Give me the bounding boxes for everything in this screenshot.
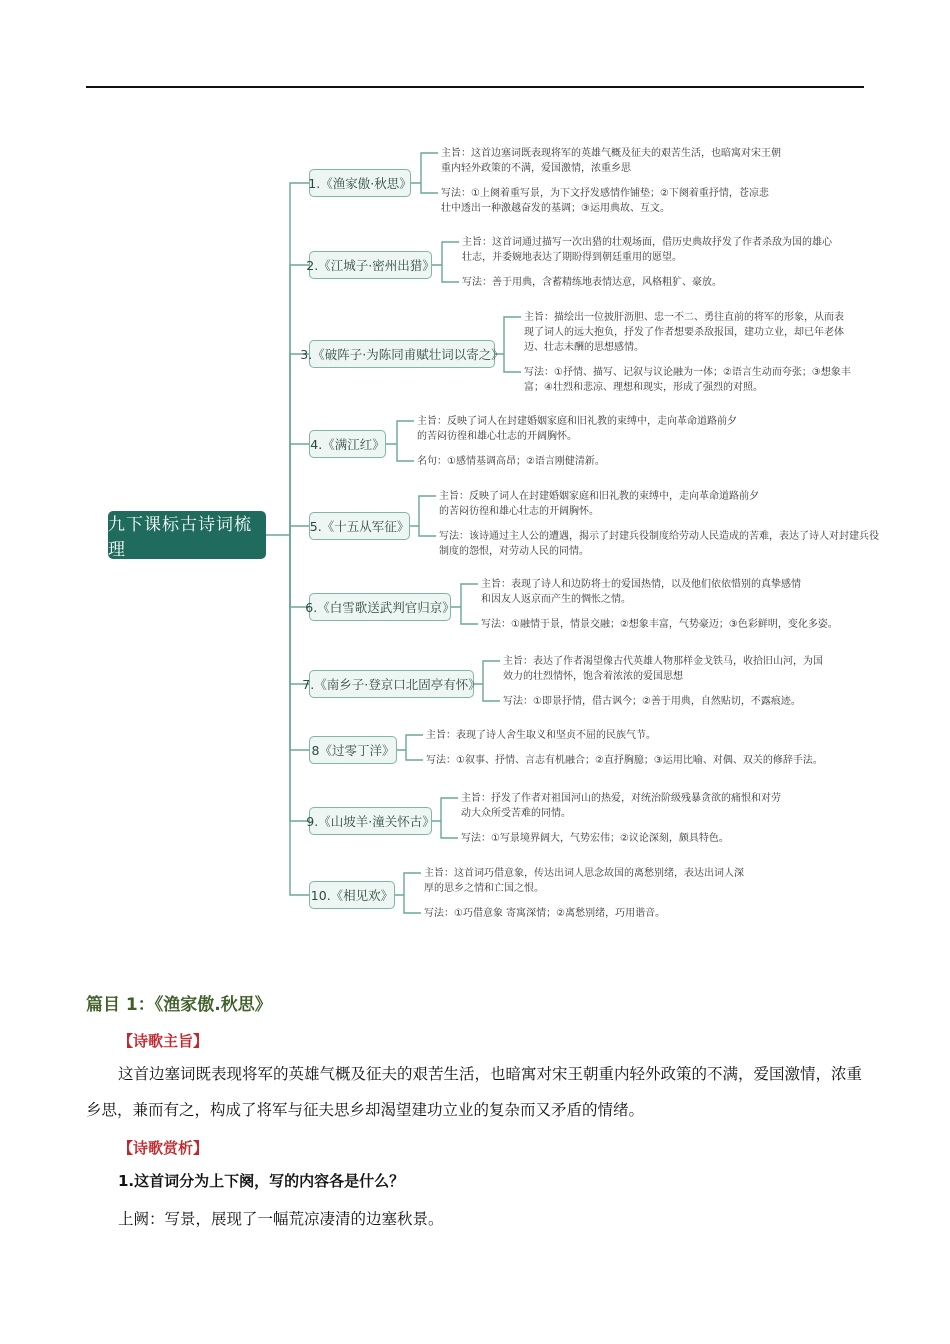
leaf-line: 效力的壮烈情怀，饱含着浓浓的爱国思想 [503, 671, 683, 682]
mindmap-leaf [481, 577, 838, 632]
mindmap-node: 6.《白雪歌送武判官归京》 [309, 593, 451, 621]
leaf-line: 主旨：这首边塞词既表现将军的英雄气概及征夫的艰苦生活，也暗寓对宋王朝 [441, 148, 781, 159]
leaf-line: 写法：善于用典，含蓄精练地表情达意，风格粗犷、豪放。 [462, 277, 722, 288]
leaf-bracket [432, 242, 459, 282]
mindmap-leaf [439, 489, 879, 559]
leaf-line: 主旨：抒发了作者对祖国河山的热爱，对统治阶级残暴贪欲的痛恨和对劳 [461, 793, 781, 804]
mindmap-leaf [503, 654, 823, 709]
mindmap-node: 1.《渔家傲·秋思》 [309, 169, 411, 197]
leaf-bracket [411, 153, 438, 193]
leaf-bracket [386, 421, 414, 461]
mindmap-node: 2.《江城子·密州出猎》 [309, 251, 432, 279]
leaf-line: 主旨：表现了诗人和边防将士的爱国热情，以及他们依依惜别的真挚感情 [481, 579, 801, 590]
leaf-line: 和因友人返京而产生的惆怅之情。 [481, 594, 631, 605]
leaf-line: 写法：该诗通过主人公的遭遇，揭示了封建兵役制度给劳动人民造成的苦难，表达了诗人对封建兵役 [439, 531, 879, 542]
tag-theme: 【诗歌主旨】 [118, 1032, 209, 1050]
answer-1: 上阙：写景，展现了一幅荒凉凄清的边塞秋景。 [118, 1210, 444, 1228]
leaf-line: 主旨：表现了诗人舍生取义和坚贞不屈的民族气节。 [426, 730, 656, 741]
mindmap-leaf [524, 310, 851, 395]
leaf-line: 现了词人的远大抱负，抒发了作者想要杀敌报国，建功立业，却已年老体 [524, 327, 844, 338]
leaf-line: 主旨：这首词巧借意象，传达出词人思念故国的离愁别绪，表达出词人深 [424, 868, 744, 879]
mindmap-node: 8《过零丁洋》 [309, 736, 397, 764]
branch-connector [290, 535, 309, 895]
branch-connector [290, 535, 309, 607]
mindmap-leaf [462, 235, 832, 290]
mindmap-root: 九下课标古诗词梳理 [108, 511, 266, 559]
leaf-line: 制度的怨恨，对劳动人民的同情。 [439, 546, 589, 557]
leaf-line: 主旨：描绘出一位披肝沥胆、忠一不二、勇往直前的将军的形象，从而表 [524, 312, 844, 323]
leaf-line: 主旨：反映了词人在封建婚姻家庭和旧礼教的束缚中，走向革命道路前夕 [417, 416, 737, 427]
mindmap-node: 7.《南乡子·登京口北固亭有怀》 [309, 670, 474, 698]
leaf-bracket [410, 496, 436, 536]
branch-connector [290, 535, 309, 750]
mindmap-node: 10.《相见欢》 [309, 881, 395, 909]
leaf-line: 主旨：这首词通过描写一次出猎的壮观场面，借历史典故抒发了作者杀敌为国的雄心 [462, 237, 832, 248]
leaf-line: 写法：①即景抒情，借古讽今；②善于用典，自然贴切，不露痕迹。 [503, 696, 801, 707]
leaf-line: 壮中透出一种激越奋发的基调；③运用典故、互文。 [441, 203, 670, 214]
leaf-bracket [397, 735, 423, 760]
leaf-line: 动大众所受苦难的同情。 [461, 808, 571, 819]
leaf-line: 写法：①融情于景，情景交融；②想象丰富，气势豪迈；③色彩鲜明，变化多姿。 [481, 619, 838, 630]
mindmap-node: 4.《满江红》 [309, 430, 386, 458]
leaf-line: 主旨：反映了词人在封建婚姻家庭和旧礼教的束缚中，走向革命道路前夕 [439, 491, 759, 502]
mindmap-leaf [441, 146, 781, 216]
leaf-line: 的苦闷彷徨和雄心壮志的开阔胸怀。 [439, 506, 599, 517]
tag-appreciation: 【诗歌赏析】 [118, 1139, 209, 1157]
leaf-line: 富；④壮烈和悲凉、理想和现实，形成了强烈的对照。 [524, 382, 763, 393]
leaf-bracket [451, 584, 478, 624]
leaf-line: 名句：①感情基调高昂；②语言刚健清新。 [417, 456, 605, 467]
question-1: 1.这首词分为上下阕，写的内容各是什么？ [118, 1172, 405, 1190]
leaf-line: 迈、壮志未酬的思想感情。 [524, 342, 644, 353]
mindmap-leaf [461, 791, 781, 846]
leaf-line: 的苦闷彷徨和雄心壮志的开阔胸怀。 [417, 431, 577, 442]
leaf-line: 写法：①叙事、抒情、言志有机融合；②直抒胸臆；③运用比喻、对偶、双关的修辞手法。 [426, 755, 823, 766]
theme-paragraph: 这首边塞词既表现将军的英雄气概及征夫的艰苦生活，也暗寓对宋王朝重内轻外政策的不满，爱国激情，浓重乡思，兼而有之，构成了将军与征夫思乡却渴望建功立业的复杂而又矛盾的情绪。 [86, 1065, 863, 1119]
branch-connector [290, 265, 309, 535]
leaf-line: 写法：①写景境界阔大，气势宏伟；②议论深刻，颇具特色。 [461, 833, 729, 844]
leaf-line: 写法：①抒情、描写、记叙与议论融为一体；②语言生动而夸张；③想象丰 [524, 367, 851, 378]
branch-connector [290, 526, 309, 535]
leaf-line: 写法：①巧借意象 寄寓深情；②离愁别绪，巧用谐音。 [424, 908, 666, 919]
leaf-line: 壮志，并委婉地表达了期盼得到朝廷重用的愿望。 [462, 252, 682, 263]
leaf-line: 写法：①上阕着重写景，为下文抒发感情作铺垫；②下阕着重抒情，苍凉悲 [441, 188, 769, 199]
mindmap-node: 9.《山坡羊·潼关怀古》 [309, 807, 432, 835]
mindmap-leaf [424, 866, 744, 921]
leaf-line: 厚的思乡之情和亡国之恨。 [424, 883, 544, 894]
mindmap-node: 3.《破阵子·为陈同甫赋壮词以寄之》 [309, 340, 495, 368]
leaf-line: 重内轻外政策的不满，爱国激情，浓重乡思 [441, 163, 631, 174]
mindmap-node: 5.《十五从军征》 [309, 512, 410, 540]
branch-connector [290, 444, 309, 535]
leaf-bracket [432, 798, 458, 838]
section-title: 篇目 1：《渔家傲.秋思》 [86, 995, 272, 1015]
mindmap-leaf [417, 414, 737, 469]
mindmap-leaf [426, 728, 823, 768]
leaf-bracket [395, 873, 421, 913]
leaf-line: 主旨：表达了作者渴望像古代英雄人物那样金戈铁马，收拾旧山河，为国 [503, 656, 823, 667]
